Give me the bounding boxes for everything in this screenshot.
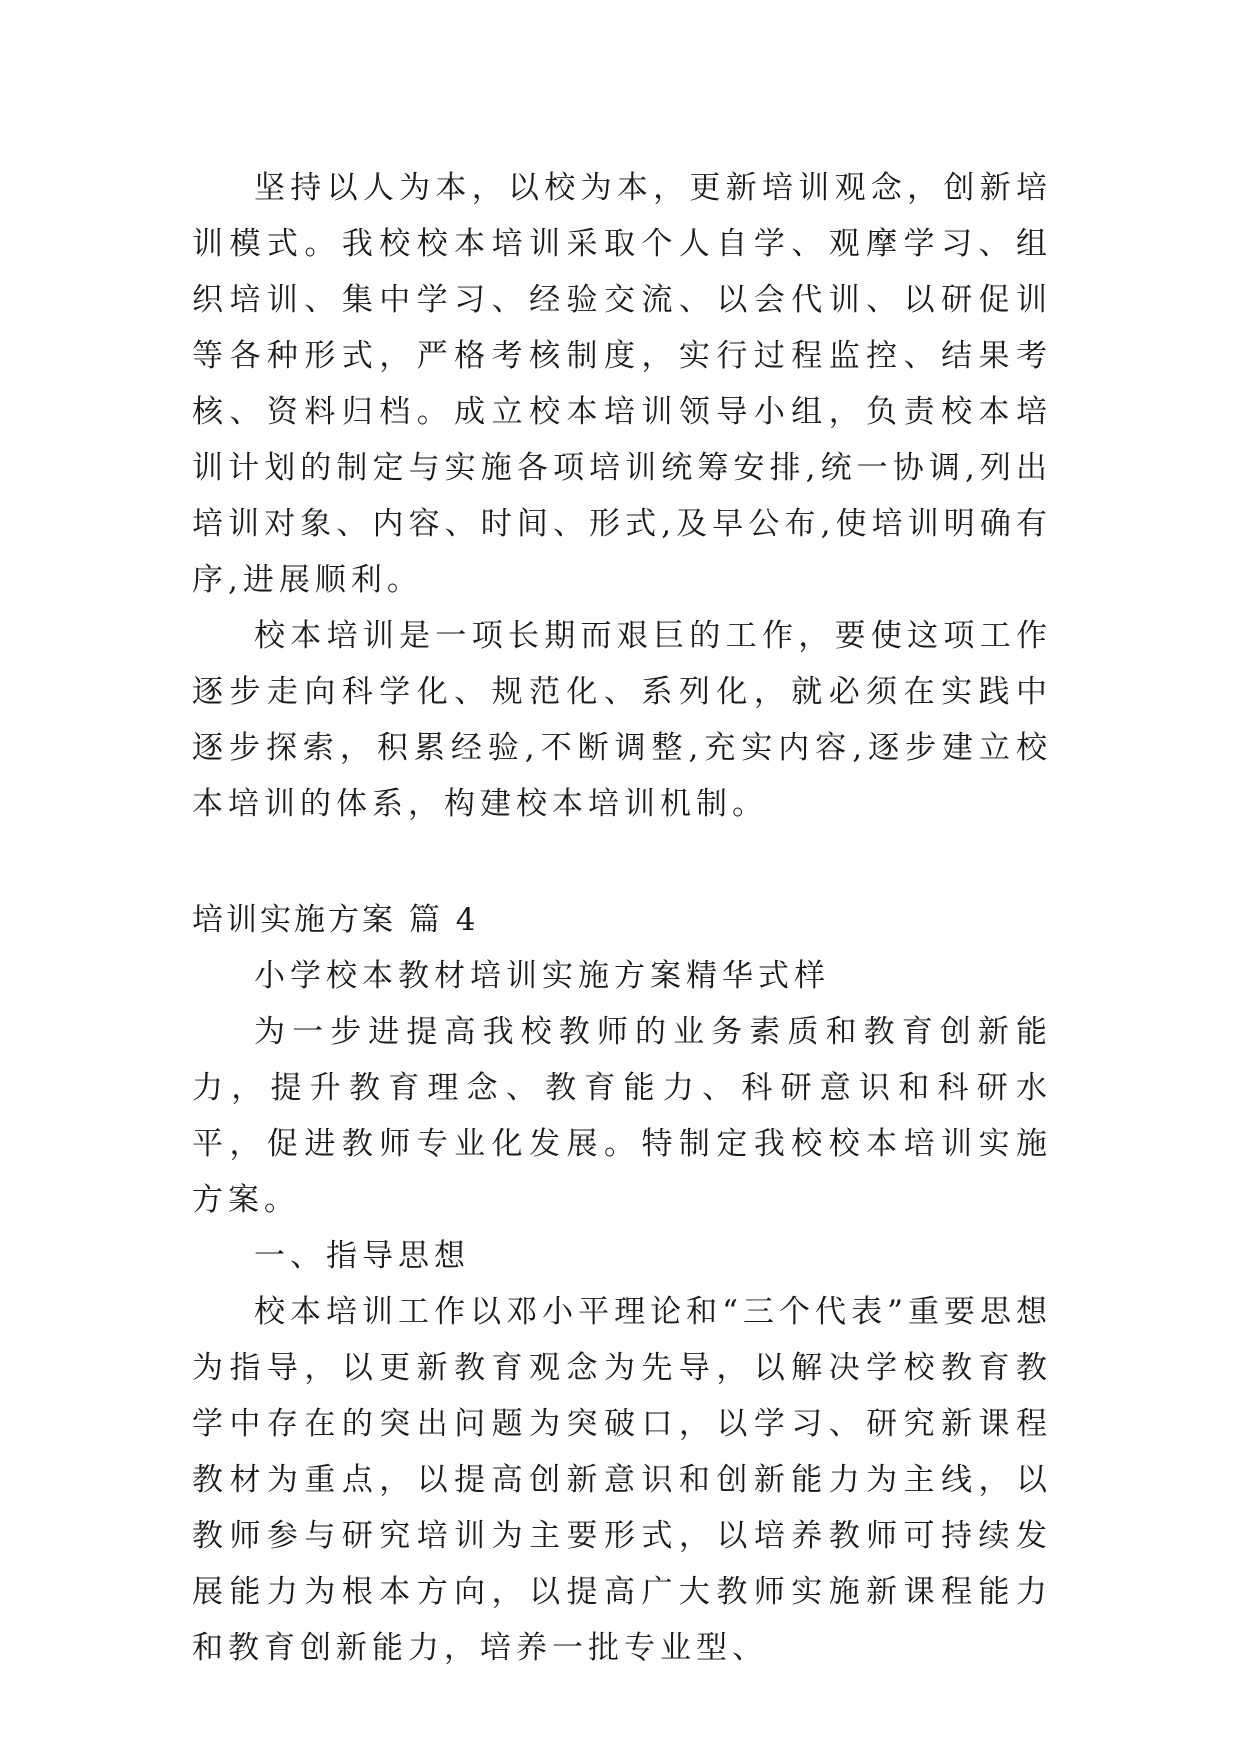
part-one-heading: 一、指导思想: [254, 1238, 470, 1274]
intro-paragraph-2: 校本培训是一项长期而艰巨的工作，要使这项工作逐步走向科学化、规范化、系列化，就必须在实践中逐步探索，积累经验,不断调整,充实内容,逐步建立校本培训的体系，构建校本培训机制。: [192, 618, 1052, 822]
section-heading: 培训实施方案 篇 4: [192, 902, 479, 938]
part-one-paragraph: 校本培训工作以邓小平理论和“三个代表”重要思想为指导，以更新教育观念为先导，以解决学校教育教学中存在的突出问题为突破口，以学习、研究新课程教材为重点，以提高创新意识和创新能力为主线，以教师参与研究培训为主要形式，以培养教师可持续发展能力为根本方向，以提高广大教师实施新课程能力和教育创新能力，培养一批专业型、: [192, 1294, 1052, 1666]
section-spacer: [192, 832, 1052, 892]
purpose-paragraph: 为一步进提高我校教师的业务素质和教育创新能力，提升教育理念、教育能力、科研意识和科研水平，促进教师专业化发展。特制定我校校本培训实施方案。: [192, 1014, 1052, 1218]
intro-paragraph-1: 坚持以人为本，以校为本，更新培训观念，创新培训模式。我校校本培训采取个人自学、观摩学习、组织培训、集中学习、经验交流、以会代训、以研促训等各种形式，严格考核制度，实行过程监控、结果考核、资料归档。成立校本培训领导小组，负责校本培训计划的制定与实施各项培训统筹安排,统一协调,列出培训对象、内容、时间、形式,及早公布,使培训明确有序,进展顺利。: [192, 170, 1052, 598]
subtitle: 小学校本教材培训实施方案精华式样: [254, 958, 830, 994]
document-body: [192, 160, 1052, 1676]
